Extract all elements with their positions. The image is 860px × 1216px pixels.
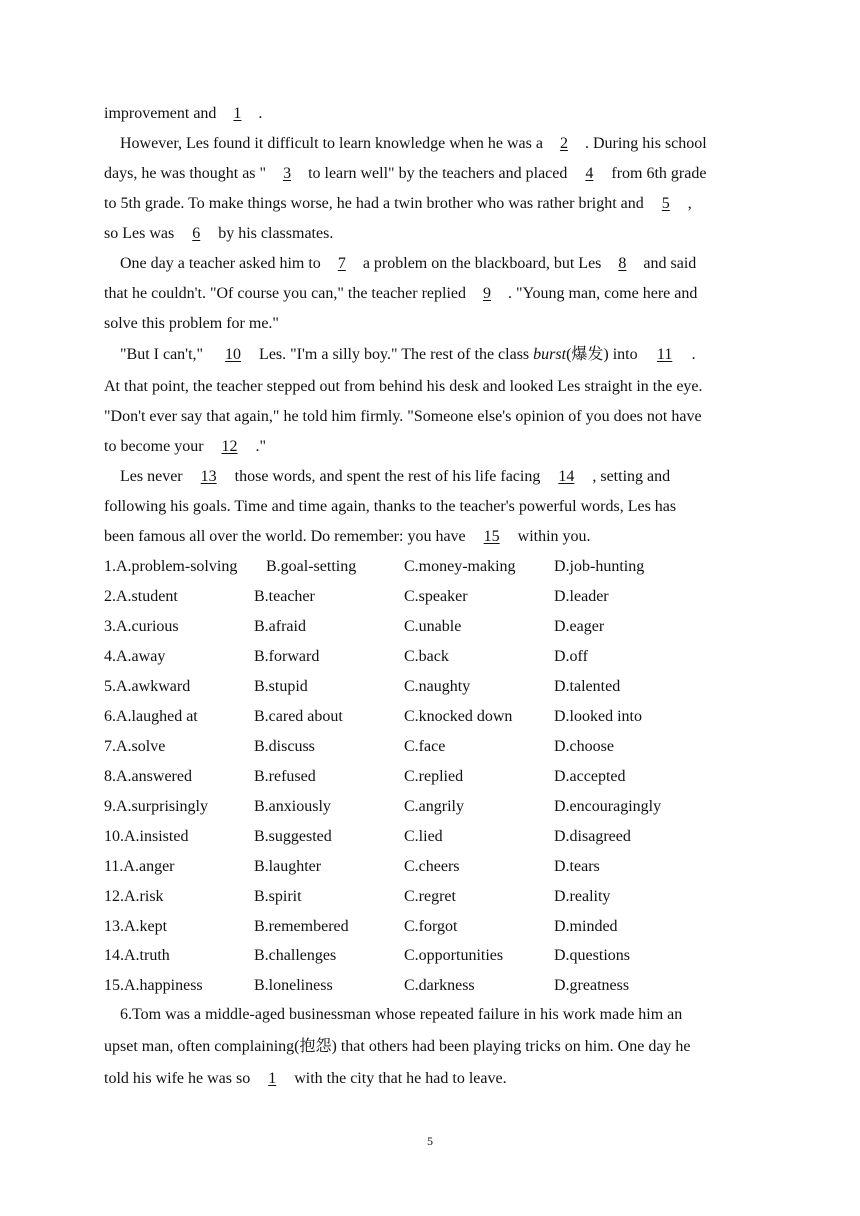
option-d: D.off [554, 648, 588, 665]
option-d: D.minded [554, 918, 618, 935]
text: been famous all over the world. Do remember: you have [104, 528, 466, 545]
text: and said [643, 255, 697, 272]
blank-12: 12 [221, 438, 238, 455]
blank-13: 13 [200, 468, 217, 485]
option-c: C.opportunities [404, 947, 504, 964]
option-row [104, 767, 804, 787]
passage-line-2 [120, 134, 707, 154]
text: . [691, 346, 696, 363]
option-row [104, 827, 804, 847]
text: , setting and [592, 468, 671, 485]
option-row [104, 887, 804, 907]
option-a: 12.A.risk [104, 888, 164, 905]
text: solve this problem for me." [104, 315, 279, 332]
option-a: 3.A.curious [104, 618, 179, 635]
passage-line-15 [104, 527, 591, 547]
option-c: C.unable [404, 618, 462, 635]
text: . During his school [584, 135, 707, 152]
passage-line-8 [104, 314, 279, 334]
blank-5: 5 [661, 195, 670, 212]
next-passage-line-3 [104, 1069, 507, 1089]
option-b: B.cared about [254, 708, 343, 725]
passage-line-13 [120, 467, 670, 487]
option-c: C.naughty [404, 678, 471, 695]
text: days, he was thought as " [104, 165, 267, 182]
option-c: C.angrily [404, 798, 464, 815]
text: within you. [517, 528, 591, 545]
passage-line-7 [104, 284, 697, 304]
option-b: B.refused [254, 768, 316, 785]
blank-9: 9 [483, 285, 492, 302]
text: . [258, 105, 263, 122]
text: 6.Tom was a middle-aged businessman whose repeated failure in his work made him an [120, 1006, 683, 1023]
option-a: 4.A.away [104, 648, 166, 665]
option-b: B.afraid [254, 618, 306, 635]
text: upset man, often complaining(抱怨) that others had been playing tricks on him. One day he [104, 1038, 691, 1055]
option-d: D.eager [554, 618, 605, 635]
next-passage-line-1 [120, 1005, 682, 1025]
option-a: 2.A.student [104, 588, 178, 605]
option-a: 15.A.happiness [104, 977, 203, 994]
blank-6: 6 [192, 225, 201, 242]
option-row [104, 707, 804, 727]
passage-line-4 [104, 194, 692, 214]
option-d: D.leader [554, 588, 609, 605]
option-c: C.money-making [404, 558, 516, 575]
option-d: D.greatness [554, 977, 630, 994]
option-d: D.disagreed [554, 828, 631, 845]
text: Les never [120, 468, 183, 485]
text: that he couldn't. "Of course you can," the teacher replied [104, 285, 467, 302]
option-a: 14.A.truth [104, 947, 170, 964]
option-row [104, 647, 804, 667]
option-row [104, 587, 804, 607]
text: improvement and [104, 105, 217, 122]
blank-7: 7 [337, 255, 346, 272]
option-d: D.job-hunting [554, 558, 645, 575]
blank-10: 10 [225, 346, 242, 363]
option-a: 6.A.laughed at [104, 708, 198, 725]
text: by his classmates. [218, 225, 334, 242]
option-c: C.cheers [404, 858, 460, 875]
option-b: B.remembered [254, 918, 349, 935]
option-a: 5.A.awkward [104, 678, 191, 695]
option-b: B.challenges [254, 947, 337, 964]
option-d: D.reality [554, 888, 611, 905]
page-number: 5 [427, 1134, 433, 1148]
italic-word: burst [533, 346, 567, 363]
option-row [104, 677, 804, 697]
option-c: C.forgot [404, 918, 458, 935]
passage-line-11 [104, 407, 702, 427]
passage-line-1 [104, 104, 262, 124]
option-a: 7.A.solve [104, 738, 166, 755]
passage-line-5 [104, 224, 333, 244]
text: . "Young man, come here and [508, 285, 698, 302]
next-passage-line-2 [104, 1037, 691, 1057]
option-c: C.replied [404, 768, 464, 785]
blank-4: 4 [585, 165, 594, 182]
blank-1: 1 [233, 105, 242, 122]
blank-2: 2 [559, 135, 568, 152]
blank-14: 14 [558, 468, 575, 485]
option-c: C.face [404, 738, 446, 755]
option-d: D.questions [554, 947, 630, 964]
text: "But I can't," [120, 346, 208, 363]
option-a: 13.A.kept [104, 918, 168, 935]
option-row [104, 857, 804, 877]
option-c: C.back [404, 648, 449, 665]
option-d: D.tears [554, 858, 600, 875]
passage-line-3 [104, 164, 706, 184]
text: following his goals. Time and time again, thanks to the teacher's powerful words, Les has [104, 498, 677, 515]
option-a: 1.A.problem-solving [104, 558, 238, 575]
blank-1: 1 [268, 1070, 277, 1087]
text: with the city that he had to leave. [294, 1070, 507, 1087]
text: (爆发) into [566, 346, 638, 363]
option-b: B.teacher [254, 588, 315, 605]
option-b: B.goal-setting [266, 558, 357, 575]
text: "Don't ever say that again," he told him firmly. "Someone else's opinion of you does not have [104, 408, 702, 425]
passage-line-10 [104, 377, 703, 397]
text: ." [255, 438, 267, 455]
option-row [104, 946, 804, 966]
option-d: D.choose [554, 738, 614, 755]
text: Les. "I'm a silly boy." The rest of the class [259, 346, 534, 363]
option-d: D.looked into [554, 708, 642, 725]
option-row [104, 797, 804, 817]
option-row [104, 557, 804, 577]
option-b: B.anxiously [254, 798, 331, 815]
option-c: C.knocked down [404, 708, 513, 725]
passage-line-9 [120, 345, 696, 365]
blank-3: 3 [283, 165, 292, 182]
option-a: 9.A.surprisingly [104, 798, 208, 815]
text: At that point, the teacher stepped out from behind his desk and looked Les straight in the eye. [104, 378, 703, 395]
option-row [104, 976, 804, 996]
option-a: 10.A.insisted [104, 828, 189, 845]
option-c: C.lied [404, 828, 443, 845]
text: One day a teacher asked him to [120, 255, 321, 272]
text: However, Les found it difficult to learn knowledge when he was a [120, 135, 543, 152]
option-d: D.accepted [554, 768, 626, 785]
option-d: D.talented [554, 678, 621, 695]
option-b: B.suggested [254, 828, 332, 845]
text: to become your [104, 438, 204, 455]
text: , [687, 195, 692, 212]
option-b: B.stupid [254, 678, 308, 695]
blank-8: 8 [618, 255, 627, 272]
option-a: 8.A.answered [104, 768, 192, 785]
option-b: B.forward [254, 648, 320, 665]
passage-line-12 [104, 437, 266, 457]
option-c: C.regret [404, 888, 456, 905]
option-b: B.laughter [254, 858, 322, 875]
text: so Les was [104, 225, 175, 242]
text: to 5th grade. To make things worse, he had a twin brother who was rather bright and [104, 195, 644, 212]
option-b: B.discuss [254, 738, 315, 755]
blank-15: 15 [483, 528, 500, 545]
text: a problem on the blackboard, but Les [362, 255, 602, 272]
text: from 6th grade [611, 165, 707, 182]
option-c: C.speaker [404, 588, 468, 605]
option-row [104, 617, 804, 637]
option-a: 11.A.anger [104, 858, 175, 875]
passage-line-6 [120, 254, 696, 274]
blank-11: 11 [656, 346, 673, 363]
text: to learn well" by the teachers and placed [308, 165, 568, 182]
passage-line-14 [104, 497, 676, 517]
text: told his wife he was so [104, 1070, 251, 1087]
option-b: B.loneliness [254, 977, 333, 994]
option-row [104, 737, 804, 757]
option-c: C.darkness [404, 977, 475, 994]
text: those words, and spent the rest of his life facing [234, 468, 541, 485]
option-row [104, 917, 804, 937]
option-b: B.spirit [254, 888, 302, 905]
option-d: D.encouragingly [554, 798, 662, 815]
